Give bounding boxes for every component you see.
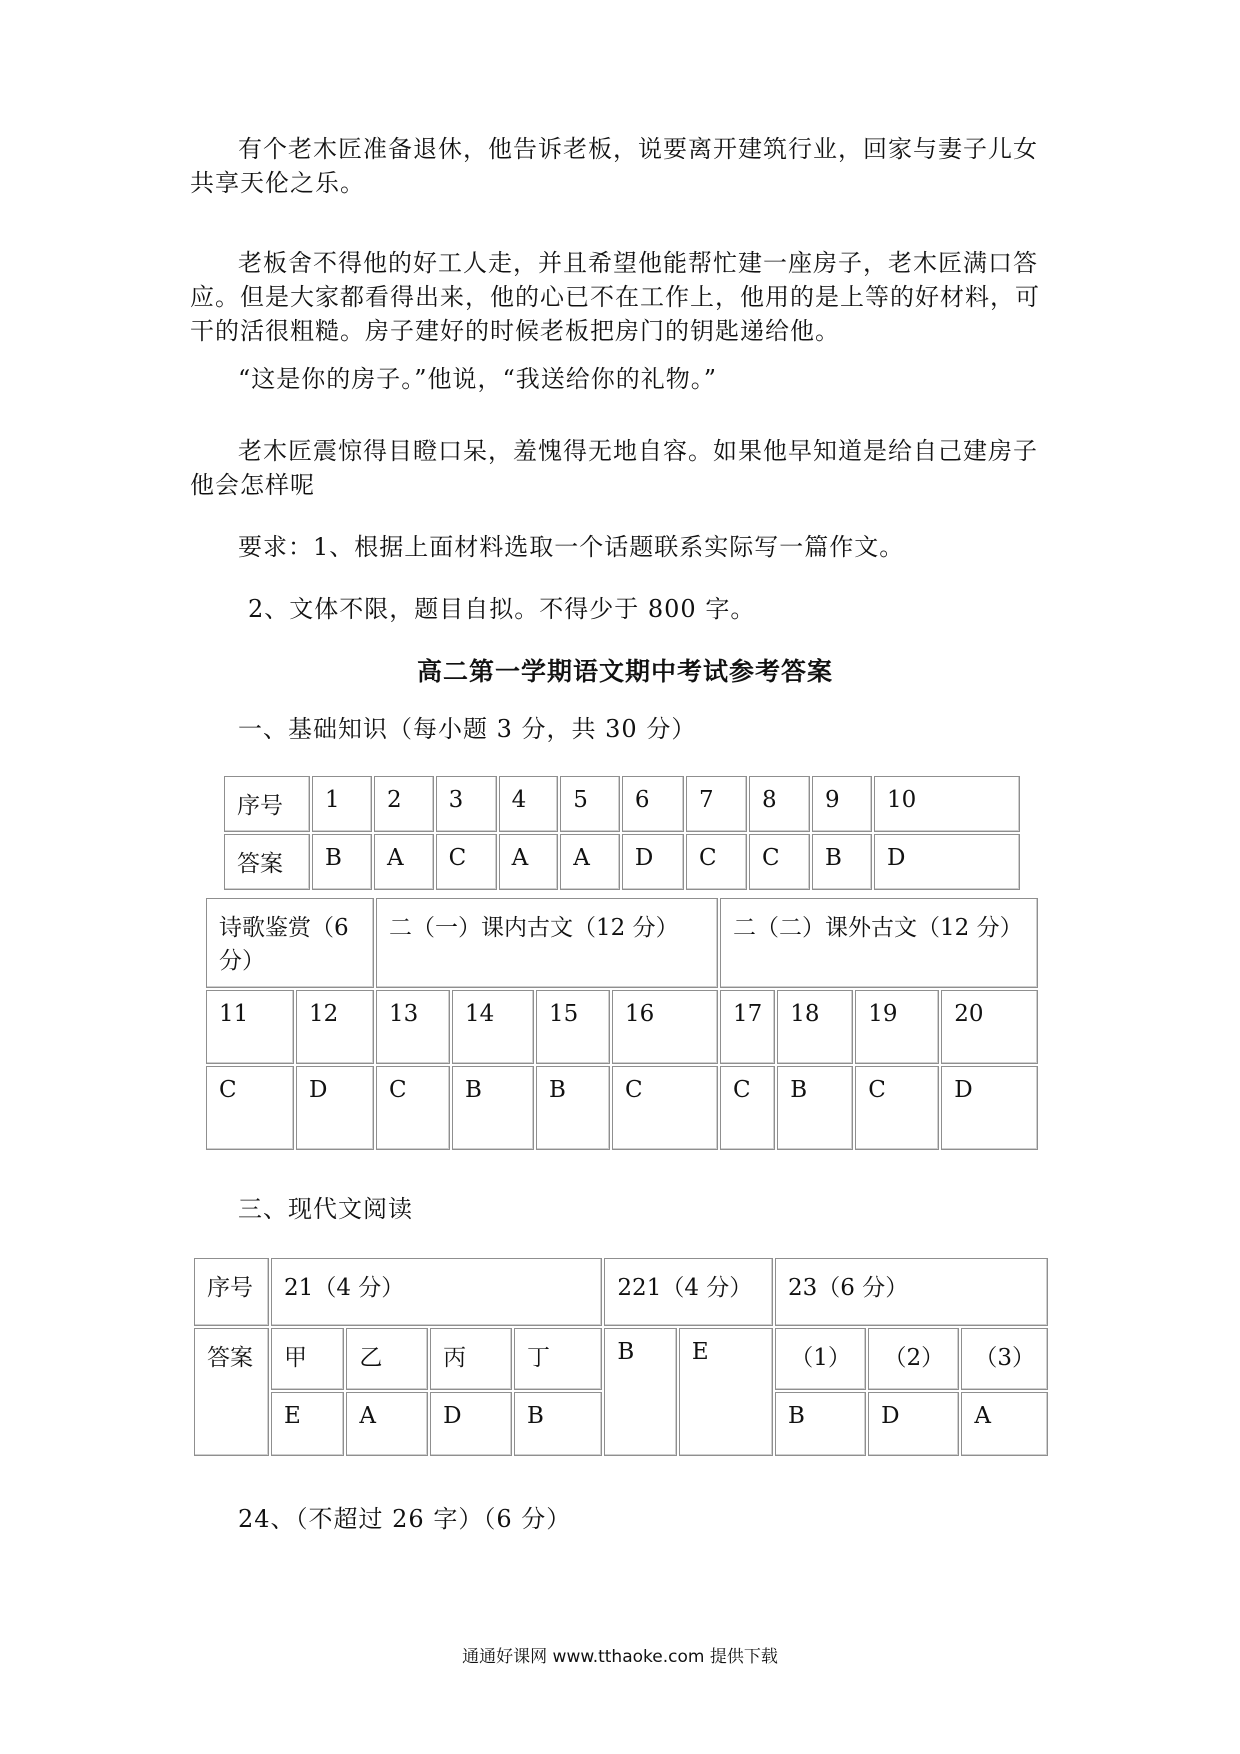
header-q21: 21（4 分）: [271, 1258, 602, 1326]
table-cell: 13: [376, 990, 450, 1064]
table-cell: （3）: [961, 1328, 1048, 1390]
table-row: [206, 898, 1038, 988]
table-cell: B: [514, 1392, 602, 1456]
table-cell: 乙: [346, 1328, 428, 1390]
table-cell: 1: [312, 776, 372, 832]
header-poetry: 诗歌鉴赏（6 分）: [206, 898, 374, 988]
table-cell: D: [874, 834, 1020, 890]
table-cell: A: [374, 834, 434, 890]
table-cell: 8: [749, 776, 810, 832]
table-cell: C: [436, 834, 497, 890]
table-cell: 16: [612, 990, 718, 1064]
header-inclass-classical: 二（一）课内古文（12 分）: [376, 898, 718, 988]
table-cell: D: [941, 1066, 1038, 1150]
table-cell: B: [312, 834, 372, 890]
table-cell: D: [430, 1392, 512, 1456]
section3-heading: 三、现代文阅读: [238, 1195, 413, 1223]
table-row: [194, 1258, 1048, 1326]
answer-title: 高二第一学期语文期中考试参考答案: [416, 657, 833, 686]
table-cell: 9: [812, 776, 872, 832]
table-cell: 6: [622, 776, 684, 832]
table-cell: E: [271, 1392, 344, 1456]
story-paragraph-2: 老板舍不得他的好工人走，并且希望他能帮忙建一座房子，老木匠满口答应。但是大家都看得出来，他的心已不在工作上，他用的是上等的好材料，可干的活很粗糙。房子建好的时候老板把房门的钥匙递给他。: [190, 249, 1040, 345]
table-cell: 19: [855, 990, 939, 1064]
table-row: [206, 990, 1038, 1064]
table-cell: 10: [874, 776, 1020, 832]
table-cell: A: [961, 1392, 1048, 1456]
footer-source: 通通好课网 www.tthaoke.com 提供下载: [462, 1647, 778, 1667]
table-cell: B: [536, 1066, 610, 1150]
table-cell: D: [868, 1392, 959, 1456]
table-cell: 4: [499, 776, 559, 832]
table-cell: C: [686, 834, 747, 890]
table-row: [194, 1328, 1048, 1390]
row-label-answer: 答案: [224, 834, 310, 890]
table-cell: B: [775, 1392, 866, 1456]
basic-knowledge-table: [222, 774, 1022, 892]
story-paragraph-3: “这是你的房子。”他说，“我送给你的礼物。”: [238, 365, 718, 393]
classical-chinese-table: [204, 896, 1040, 1152]
table-cell: A: [499, 834, 559, 890]
story-paragraph-1: 有个老木匠准备退休，他告诉老板，说要离开建筑行业，回家与妻子儿女共享天伦之乐。: [190, 135, 1038, 197]
header-extracurricular-classical: 二（二）课外古文（12 分）: [720, 898, 1038, 988]
table-cell: E: [679, 1328, 773, 1456]
table-cell: C: [720, 1066, 775, 1150]
question-24: 24、（不超过 26 字）（6 分）: [238, 1505, 572, 1533]
table-cell: 18: [777, 990, 853, 1064]
table-row: [224, 776, 1020, 832]
table-cell: B: [812, 834, 872, 890]
table-cell: 丙: [430, 1328, 512, 1390]
table-cell: 15: [536, 990, 610, 1064]
table-cell: C: [206, 1066, 294, 1150]
section1-heading: 一、基础知识（每小题 3 分，共 30 分）: [238, 715, 697, 743]
table-cell: 丁: [514, 1328, 602, 1390]
table-cell: B: [777, 1066, 853, 1150]
table-cell: 7: [686, 776, 747, 832]
table-cell: 14: [452, 990, 534, 1064]
table-cell: C: [376, 1066, 450, 1150]
modern-reading-table: [192, 1256, 1050, 1458]
table-cell: B: [452, 1066, 534, 1150]
table-cell: D: [622, 834, 684, 890]
table-cell: B: [604, 1328, 676, 1456]
table-cell: 2: [374, 776, 434, 832]
story-paragraph-4: 老木匠震惊得目瞪口呆，羞愧得无地自容。如果他早知道是给自己建房子他会怎样呢: [190, 437, 1038, 499]
table-cell: C: [855, 1066, 939, 1150]
table-cell: （2）: [868, 1328, 959, 1390]
table-row: [224, 834, 1020, 890]
header-q23: 23（6 分）: [775, 1258, 1048, 1326]
table-cell: （1）: [775, 1328, 866, 1390]
table-cell: C: [612, 1066, 718, 1150]
table-cell: 20: [941, 990, 1038, 1064]
table-cell: 17: [720, 990, 775, 1064]
row-label-number: 序号: [224, 776, 310, 832]
table-cell: 3: [436, 776, 497, 832]
table-cell: C: [749, 834, 810, 890]
table-cell: D: [296, 1066, 374, 1150]
header-q22: 221（4 分）: [604, 1258, 773, 1326]
requirement-2: 2、文体不限，题目自拟。不得少于 800 字。: [248, 595, 756, 623]
table-row: [206, 1066, 1038, 1150]
table-cell: 12: [296, 990, 374, 1064]
table-cell: 甲: [271, 1328, 344, 1390]
row-label-answer: 答案: [194, 1328, 269, 1456]
table-cell: 5: [560, 776, 620, 832]
requirement-1: 要求：1、根据上面材料选取一个话题联系实际写一篇作文。: [238, 533, 905, 561]
row-label-number: 序号: [194, 1258, 269, 1326]
table-cell: 11: [206, 990, 294, 1064]
table-cell: A: [346, 1392, 428, 1456]
table-cell: A: [560, 834, 620, 890]
